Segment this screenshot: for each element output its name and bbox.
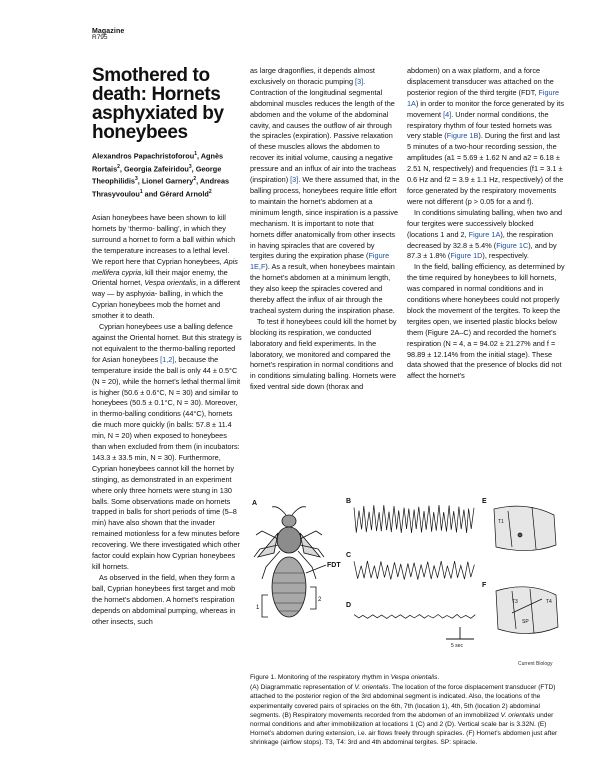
text-run: Asian honeybees have been shown to kill hornets by ‘thermo- balling’, in which they surround a hornet to form a ball within which the temperature increases to a lethal level. We report here that Cyprian honeybees,: [92, 213, 236, 266]
paragraph: [250, 66, 400, 317]
t3-label: T3: [512, 599, 518, 605]
text-run: . We there assumed that, in the balling process, honeybees require little effort to maintain the hornet’s abdomen at a minimum length, since inspiration is a passive mechanism. It is important to note that hornets differ anatomically from other insects in having spiracles that are covered by tergites during the expiration phase (: [250, 175, 400, 261]
text-run: Cyprian honeybees use a balling defence against the Oriental hornet. But this strategy is not equivalent to the thermo-balling reported for Asian honeybees: [92, 322, 242, 364]
trace-c-location-1: [354, 561, 474, 580]
scale-bar-label: 5 sec: [451, 643, 463, 649]
author: Agnès Rortais: [92, 151, 224, 174]
figure-link[interactable]: Figure 1D: [450, 251, 483, 261]
text-run: ), and by 87.3 ± 1.8% (: [407, 240, 557, 261]
text-run: ). As a result, when honeybees maintain the hornet’s abdomen at a minimum length, they also keep the spiracles covered and thereby affect the influx of air through the tracheal system during the inspiration phase.: [250, 262, 395, 315]
author-affiliation: 2: [117, 163, 120, 170]
column-1: [92, 213, 242, 627]
fdt-label: FDT: [327, 562, 341, 569]
figure-link[interactable]: Figure 1E,F: [250, 251, 390, 272]
citation-link[interactable]: [3]: [355, 76, 364, 86]
figure-caption: [250, 673, 568, 748]
figure-link[interactable]: Figure 1B: [446, 131, 479, 141]
figure-1-graphic: [250, 495, 570, 670]
text-run: as large dragonflies, it depends almost exclusively on thoracic pumping: [250, 66, 375, 86]
citation-link[interactable]: [3]: [290, 175, 299, 185]
paragraph: As observed in the field, when they form a ball, Cyprian honeybees first target and mob the hornet’s abdomen. A hornet’s respiration depends on abdominal pumping, whereas in other insects, such: [92, 572, 236, 626]
hornet-antenna: [272, 507, 286, 515]
author: Lionel Garnery: [141, 176, 194, 186]
species-name: V. orientalis: [500, 711, 535, 719]
trace-b-normal: [354, 505, 474, 533]
text-run: ), respectively.: [482, 251, 529, 261]
panel-f-abdomen-shrinkage: [482, 582, 558, 634]
panel-e-abdomen-extension: [482, 498, 556, 551]
panel-label-d: D: [346, 602, 352, 609]
location-2-bracket: [310, 587, 316, 609]
text-run: . Contraction of the longitudinal segmental abdominal muscles reduces the length of the abdomen and the volume of the abdominal cavity, and causes the outflow of air through the spiracles (expiration). Passive relaxation of these muscles allows the abdomen to recover its initial volume, causing a negative pressure and an influx of air into the tracheas (inspiration): [250, 76, 397, 185]
caption-body: [250, 684, 557, 746]
text-run: , because the temperature inside the ball is only 44 ± 0.5°C (N = 20), while the hornet’s lethal thermal limit is higher (50.6 ± 0.6°C, N = 30) and similar to honeybees (50.5 ± 0.1°C, N = 30). Moreover, in thermo-balling conditions (44°C), hornets die much more quickly (in balls: 57.8 ± 11.4 min, N = 20) when exposed to honeybees than when excluded from them (in incubators: 143.3 ± 33.5 min, N = 30). Furthermore, Cyprian honeybees cannot kill the hornet by stinging, as demonstrated in an experiment where only three hornets were stung in 130 balls. Some observations made on hornets trapped in balls for short periods of time (5–8 min) have also shown that the invader remained motionless for a few minutes before recovering. We there investigated which other factor could explain how Cyprian honeybees kill hornets.: [92, 354, 241, 571]
article-title: Smothered to death: Hornets asphyxiated by honeybees: [92, 65, 224, 143]
panel-label-f: F: [482, 582, 487, 589]
hornet-abdomen: [272, 557, 306, 617]
author-affiliation: 1: [194, 151, 197, 157]
citation-link[interactable]: [4]: [443, 109, 452, 119]
text-run: ). During the first and last 5 minutes of a two-hour recording session, the amplitudes (a1 = 5.69 ± 1.62 N and a2 = 6.18 ± 2.51 N, respectively) and frequencies (f1 = 3.1 ± 0.6 Hz and f2 = 3.9 ± 1.1 Hz, respectively) of the force generated by the respiratory movements were not different (p > 0.05 for a and f).: [407, 131, 564, 206]
species-name: V. orientalis: [354, 684, 389, 692]
author-list: Alexandros Papachristoforou$^1$, Agnès Rortais$^2$, Georgia Zafeiridou$^3$, George Theophilidis$^3$, Lionel Garnery$^2$, Andreas Thrasyvoulou$^1$ and Gérard Arnold$^2$: [92, 151, 230, 199]
author: Andreas Thrasyvoulou: [92, 176, 230, 199]
caption-title: [250, 673, 568, 682]
magazine-label: Magazine: [92, 28, 125, 35]
author: Gérard Arnold: [159, 189, 209, 199]
text-run: . Under normal conditions, the respiratory rhythm of four tested hornets was very stable (: [407, 109, 552, 141]
hornet-head: [282, 515, 296, 527]
tergite-outline: [496, 587, 558, 634]
species-name: Vespa orientalis: [144, 278, 196, 288]
species-name: Apis mellifera cypria: [92, 256, 238, 277]
panel-label-b: B: [346, 498, 352, 505]
panel-label-c: C: [346, 552, 352, 559]
column-2: [250, 66, 400, 393]
hornet-wing: [300, 533, 320, 557]
figure-1: [250, 495, 570, 670]
figure-link[interactable]: Figure 1A: [407, 87, 560, 108]
species-name: Vespa orientalis: [390, 674, 438, 681]
text-run: In conditions simulating balling, when two and four tergites were successively blocked (locations 1 and 2,: [407, 207, 563, 239]
text-run: ) in order to monitor the force generated by its movement: [407, 98, 564, 119]
page-number: R795: [92, 34, 108, 42]
author-affiliation: 3: [134, 176, 138, 183]
text-run: ), the respiration decreased by 32.8 ± 5.4% (: [407, 229, 554, 250]
location-1-label: 1: [256, 605, 260, 611]
panel-label-e: E: [482, 498, 487, 505]
location-2-label: 2: [318, 597, 322, 603]
text-run: (A) Diagrammatic representation of: [250, 684, 355, 692]
column-3: [407, 66, 565, 382]
author-affiliation: 2: [193, 176, 197, 183]
paragraph: [92, 213, 242, 322]
hornet-antenna: [292, 507, 306, 515]
paragraph: [407, 208, 565, 263]
trace-d-location-2: [354, 615, 475, 619]
author-affiliation: 3: [188, 163, 192, 170]
text-run: , kill their major enemy, the Oriental hornet,: [92, 267, 228, 288]
paragraph: To test if honeybees could kill the hornet by blocking its respiration, we conducted laboratory and field experiments. In the laboratory, we monitored and compared the hornet’s respiration in normal conditions and in conditions simulating balling. Hornets were fixed ventral side down (thorax and: [250, 316, 397, 392]
citation-link[interactable]: [1,2]: [160, 354, 175, 364]
hornet-wing: [258, 533, 278, 557]
author: Alexandros Papachristoforou: [92, 151, 195, 161]
scale-bar: [446, 627, 474, 639]
figure-link[interactable]: Figure 1C: [496, 240, 529, 250]
t1-label: T1: [498, 519, 504, 525]
figure-link[interactable]: Figure 1A: [468, 229, 501, 239]
text-run: Figure 1. Monitoring of the respiratory rhythm in: [250, 674, 391, 681]
paragraph: [407, 66, 565, 208]
journal-watermark: Current Biology: [518, 661, 553, 667]
running-header: [92, 28, 124, 42]
sp-label: SP: [522, 619, 529, 625]
text-run: abdomen) on a wax platform, and a force displacement transducer was attached on the posterior region of the third tergite (FDT,: [407, 66, 554, 97]
author-affiliation: 2: [208, 188, 212, 195]
hornet-thorax: [277, 527, 301, 553]
spiracle-marker: [518, 533, 522, 537]
text-run: , in a different way — by asphyxia- balling, in which the Cyprian honeybees mob the hornet and smother it to death.: [92, 278, 241, 321]
text-run: .: [437, 674, 440, 681]
text-run: under normal conditions and after immobilization at locations 1 (C) and 2 (D). Vertical scale bar is 3.32N. (E) Hornet’s abdomen during extension, i.e. air flows freely through spiracles. (F) Hornet’s abdomen just after shrinkage (airflow stops). T3, T4: 3rd and 4th abdominal tergites. SP: spiracle.: [250, 711, 558, 747]
paragraph: In the field, balling efficiency, as determined by the time required by honeybees to kill hornets, was compared in normal conditions and in conditions where honeybees could not properly block the movement of the tergites. To keep the tergites open, we inserted plastic blocks below them (Figure 2A–C) and recorded the hornet’s respiration (N = 4, a = 94.02 ± 21.27% and f = 98.89 ± 12.14% from the initial stage). These data showed that the presence of blocks did not affect the hornet’s: [407, 262, 565, 381]
text-run: . The location of the force displacement transducer (FTD) attached to the posterior region of the 3rd abdominal segment is indicated. Also, the locations of the experimentally covered pairs of spiracles on the 6th, 7th (location 1), 4th, 5th (location 2) abdominal segments. (B) Respiratory movements recorded from the abdomen of an immobilized: [250, 684, 556, 719]
author: George Theophilidis: [92, 164, 222, 186]
fdt-pointer: [306, 565, 326, 573]
tergite-outline: [494, 506, 556, 550]
author: Georgia Zafeiridou: [123, 164, 189, 174]
paragraph: [92, 322, 242, 573]
panel-label-a: A: [252, 500, 258, 507]
location-1-bracket: [262, 595, 268, 617]
author-affiliation: 1: [139, 188, 143, 195]
t4-label: T4: [546, 599, 552, 605]
panel-a-hornet-diagram: [252, 500, 341, 617]
